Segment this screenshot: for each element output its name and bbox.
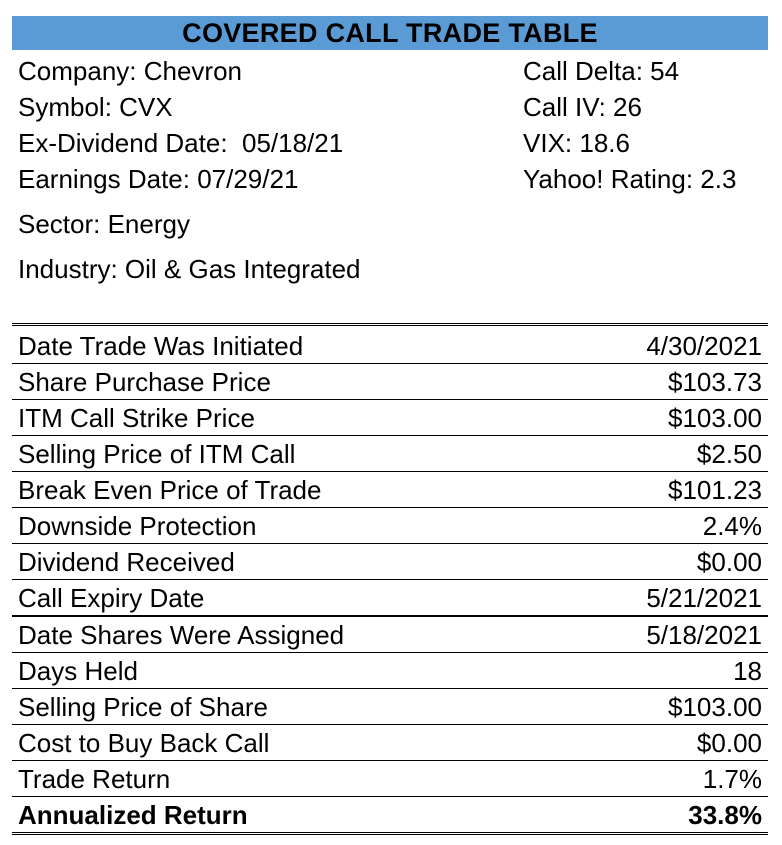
table-row (12, 761, 768, 797)
row-label: Trade Return (12, 761, 561, 797)
table-row (12, 544, 768, 580)
row-value: 18 (561, 653, 768, 689)
yahoo-rating-text: Yahoo! Rating: 2.3 (523, 164, 737, 194)
row-label: Date Trade Was Initiated (12, 325, 561, 364)
table-row (12, 616, 768, 653)
row-label: Cost to Buy Back Call (12, 725, 561, 761)
row-label: Dividend Received (12, 544, 561, 580)
row-value: 1.7% (561, 761, 768, 797)
call-iv-text: Call IV: 26 (523, 92, 642, 122)
trade-table (12, 323, 768, 835)
table-row (12, 653, 768, 689)
vix-text: VIX: 18.6 (523, 128, 630, 158)
row-value: 5/18/2021 (561, 616, 768, 653)
row-value: 5/21/2021 (561, 580, 768, 617)
call-delta-text: Call Delta: 54 (523, 56, 680, 86)
row-value: 4/30/2021 (561, 325, 768, 364)
row-value: $103.73 (561, 364, 768, 400)
row-label: Call Expiry Date (12, 580, 561, 617)
row-label: Selling Price of Share (12, 689, 561, 725)
ex-dividend-text: Ex-Dividend Date: 05/18/21 (18, 128, 344, 158)
table-title: COVERED CALL TRADE TABLE (12, 16, 768, 50)
company-text: Company: Chevron (18, 56, 242, 86)
table-row (12, 689, 768, 725)
row-value: $101.23 (561, 472, 768, 508)
row-label: Selling Price of ITM Call (12, 436, 561, 472)
table-row (12, 400, 768, 436)
row-label: Annualized Return (18, 799, 248, 830)
row-value: 33.8% (688, 799, 762, 830)
table-row (12, 508, 768, 544)
table-row (12, 436, 768, 472)
table-row (12, 797, 768, 834)
row-value: $2.50 (561, 436, 768, 472)
row-label: Date Shares Were Assigned (12, 616, 561, 653)
row-value: 2.4% (561, 508, 768, 544)
table-row (12, 580, 768, 617)
table-row (12, 472, 768, 508)
row-label: Downside Protection (12, 508, 561, 544)
row-label: ITM Call Strike Price (12, 400, 561, 436)
industry-text: Industry: Oil & Gas Integrated (18, 254, 361, 284)
row-value: $103.00 (561, 689, 768, 725)
table-row (12, 364, 768, 400)
row-label: Share Purchase Price (12, 364, 561, 400)
sector-text: Sector: Energy (18, 209, 190, 239)
earnings-date-text: Earnings Date: 07/29/21 (18, 164, 299, 194)
row-value: $0.00 (561, 725, 768, 761)
table-row (12, 325, 768, 364)
table-row (12, 725, 768, 761)
row-value: $0.00 (561, 544, 768, 580)
row-label: Days Held (12, 653, 561, 689)
symbol-text: Symbol: CVX (18, 92, 173, 122)
row-label: Break Even Price of Trade (12, 472, 561, 508)
row-value: $103.00 (561, 400, 768, 436)
